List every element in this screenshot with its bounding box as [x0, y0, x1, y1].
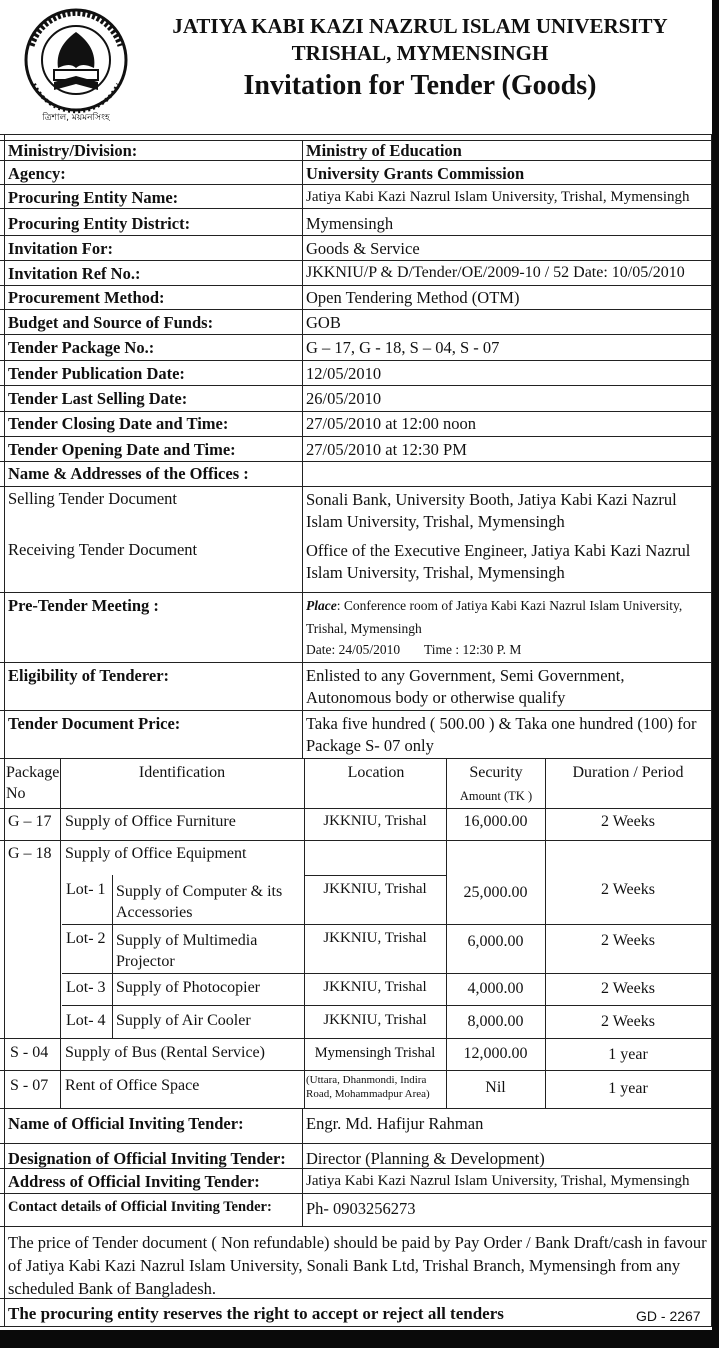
publication-date-label: Tender Publication Date:: [8, 364, 185, 383]
doc-price-value: Taka five hundred ( 500.00 ) & Taka one hundred (100) for Package S- 07 only: [306, 714, 697, 755]
method-value: Open Tendering Method (OTM): [306, 288, 520, 307]
publication-date-value: 12/05/2010: [306, 364, 382, 383]
payment-note: The price of Tender document ( Non refundable) should be paid by Pay Order / Bank Draft/cash in favour of Jatiya Kabi Kazi Nazrul Islam University, Sonali Bank Ltd, Trishal Branch, Mymensingh from any scheduled Bank of Bangladesh.: [8, 1233, 707, 1298]
col-package-header: Package No: [6, 764, 60, 802]
ref-no-label: Invitation Ref No.:: [8, 264, 141, 283]
eligibility-value: Enlisted to any Government, Semi Government, Autonomous body or otherwise qualify: [306, 666, 625, 707]
official-name-value: Engr. Md. Hafijur Rahman: [306, 1114, 484, 1133]
contact-value: Ph- 0903256273: [306, 1199, 416, 1218]
place-label: Place: [306, 598, 337, 613]
lot2-amount: 6,000.00: [467, 933, 524, 950]
contact-label: Contact details of Official Inviting Tender:: [8, 1199, 272, 1215]
budget-label: Budget and Source of Funds:: [8, 313, 214, 332]
logo-caption: ত্রিশাল, ময়মনসিংহ: [42, 113, 110, 123]
divider: [0, 360, 712, 361]
last-selling-label: Tender Last Selling Date:: [8, 389, 188, 408]
divider: [0, 411, 712, 412]
entity-name-label: Procuring Entity Name:: [8, 188, 179, 207]
receiving-doc-label: Receiving Tender Document: [8, 540, 198, 559]
university-logo-icon: [22, 6, 130, 124]
divider: [60, 758, 61, 1108]
lot3-duration: 2 Weeks: [601, 980, 655, 997]
divider: [0, 208, 712, 209]
entity-district-label: Procuring Entity District:: [8, 214, 191, 233]
divider: [0, 1226, 712, 1227]
divider: [0, 260, 712, 261]
divider: [0, 461, 712, 462]
agency-value: University Grants Commission: [306, 164, 525, 183]
divider: [0, 808, 712, 809]
divider: [0, 1038, 712, 1039]
agency-label: Agency:: [8, 164, 66, 183]
pretender-place: [306, 594, 708, 640]
s04-package: S - 04: [10, 1044, 49, 1061]
divider: [0, 334, 712, 335]
address-value: Jatiya Kabi Kazi Nazrul Islam University, Trishal, Mymensingh: [306, 1173, 690, 1189]
divider: [0, 1193, 712, 1194]
scan-edge: [712, 0, 719, 1348]
col-security-unit: Amount (TK ): [459, 789, 533, 803]
divider: [0, 1326, 712, 1327]
divider: [62, 973, 712, 974]
divider: [0, 1108, 712, 1109]
selling-doc-label: Selling Tender Document: [8, 489, 178, 508]
s04-duration: 1 year: [608, 1046, 648, 1063]
entity-district-value: Mymensingh: [306, 214, 394, 233]
divider: [0, 592, 712, 593]
g18-identification: Supply of Office Equipment: [65, 845, 247, 862]
selling-doc-value: Sonali Bank, University Booth, Jatiya Kabi Kazi Nazrul Islam University, Trishal, Mymensingh: [306, 490, 677, 531]
address-label: Address of Official Inviting Tender:: [8, 1172, 260, 1191]
g17-location: JKKNIU, Trishal: [323, 813, 427, 829]
g17-duration: 2 Weeks: [601, 813, 655, 830]
divider: [0, 1143, 712, 1144]
opening-value: 27/05/2010 at 12:30 PM: [306, 440, 467, 459]
university-location: TRISHAL, MYMENSINGH: [291, 41, 549, 65]
s07-package: S - 07: [10, 1077, 49, 1094]
lot2-label: Lot- 2: [66, 930, 106, 947]
lot3-label: Lot- 3: [66, 979, 106, 996]
divider: [0, 710, 712, 711]
pretender-date: Date: 24/05/2010: [306, 642, 401, 657]
g17-amount: 16,000.00: [463, 813, 528, 830]
opening-label: Tender Opening Date and Time:: [8, 440, 236, 459]
package-no-value: G – 17, G - 18, S – 04, S - 07: [306, 338, 500, 357]
divider: [302, 1108, 303, 1226]
divider: [0, 134, 712, 135]
official-name-label: Name of Official Inviting Tender:: [8, 1114, 244, 1133]
lot3-location: JKKNIU, Trishal: [323, 979, 427, 995]
divider: [302, 140, 303, 486]
ref-no-value: JKKNIU/P & D/Tender/OE/2009-10 / 52 Date: 10/05/2010: [306, 264, 685, 281]
entity-name-value: Jatiya Kabi Kazi Nazrul Islam University, Trishal, Mymensingh: [306, 189, 690, 205]
divider: [0, 235, 712, 236]
divider: [4, 134, 5, 1326]
divider: [0, 758, 712, 759]
divider: [0, 184, 712, 185]
divider: [302, 486, 303, 758]
lot1-amount: 25,000.00: [463, 884, 528, 901]
s07-location: (Uttara, Dhanmondi, Indira Road, Mohammadpur Area): [306, 1074, 430, 1100]
lot1-identification: Supply of Computer & its Accessories: [116, 883, 283, 921]
designation-label: Designation of Official Inviting Tender:: [8, 1149, 286, 1168]
s04-location: Mymensingh Trishal: [314, 1045, 436, 1061]
lot4-identification: Supply of Air Cooler: [116, 1012, 251, 1029]
divider: [0, 285, 712, 286]
notice-title: Invitation for Tender (Goods): [243, 70, 597, 101]
ministry-label: Ministry/Division:: [8, 141, 138, 160]
lot4-location: JKKNIU, Trishal: [323, 1012, 427, 1028]
package-no-label: Tender Package No.:: [8, 338, 155, 357]
s07-identification: Rent of Office Space: [65, 1077, 200, 1094]
lot3-amount: 4,000.00: [467, 980, 524, 997]
divider: [0, 385, 712, 386]
lot2-identification: Supply of Multimedia Projector: [116, 932, 258, 970]
method-label: Procurement Method:: [8, 288, 165, 307]
divider: [0, 662, 712, 663]
s07-duration: 1 year: [608, 1080, 648, 1097]
closing-value: 27/05/2010 at 12:00 noon: [306, 414, 477, 433]
col-security-header: Security: [469, 764, 523, 781]
lot2-duration: 2 Weeks: [601, 932, 655, 949]
s04-amount: 12,000.00: [463, 1045, 528, 1062]
lot2-location: JKKNIU, Trishal: [323, 930, 427, 946]
g18-package: G – 18: [8, 845, 52, 862]
pretender-time: Time : 12:30 P. M: [424, 642, 522, 657]
pretender-label: Pre-Tender Meeting :: [8, 596, 159, 615]
divider: [0, 309, 712, 310]
lot1-duration: 2 Weeks: [601, 881, 655, 898]
doc-price-label: Tender Document Price:: [8, 714, 181, 733]
col-identification-header: Identification: [138, 764, 226, 781]
s04-identification: Supply of Bus (Rental Service): [65, 1044, 265, 1061]
lot4-label: Lot- 4: [66, 1012, 106, 1029]
g17-identification: Supply of Office Furniture: [65, 813, 236, 830]
divider: [0, 1070, 712, 1071]
notice-header: [0, 0, 712, 135]
university-name: JATIYA KABI KAZI NAZRUL ISLAM UNIVERSITY: [172, 14, 668, 38]
place-value: : Conference room of Jatiya Kabi Kazi Nazrul Islam University, Trishal, Mymensingh: [306, 598, 683, 636]
divider: [62, 1005, 712, 1006]
designation-value: Director (Planning & Development): [306, 1149, 545, 1168]
lot1-label: Lot- 1: [66, 881, 106, 898]
invitation-for-label: Invitation For:: [8, 239, 113, 258]
budget-value: GOB: [306, 313, 341, 332]
offices-heading: Name & Addresses of the Offices :: [8, 464, 249, 483]
divider: [112, 875, 113, 1038]
gd-code: GD - 2267: [636, 1308, 701, 1324]
ministry-value: Ministry of Education: [306, 141, 462, 160]
divider: [0, 840, 712, 841]
last-selling-value: 26/05/2010: [306, 389, 382, 408]
col-location-header: Location: [347, 764, 405, 781]
lot4-amount: 8,000.00: [467, 1013, 524, 1030]
lot1-location: JKKNIU, Trishal: [323, 881, 427, 897]
lot3-identification: Supply of Photocopier: [116, 979, 260, 996]
divider: [304, 875, 446, 876]
col-duration-header: Duration / Period: [572, 764, 684, 781]
eligibility-label: Eligibility of Tenderer:: [8, 666, 170, 685]
scan-bottom-edge: [0, 1330, 719, 1348]
divider: [0, 486, 712, 487]
reserve-statement: The procuring entity reserves the right to accept or reject all tenders: [8, 1304, 504, 1323]
divider: [0, 436, 712, 437]
divider: [62, 924, 712, 925]
g17-package: G – 17: [8, 813, 52, 830]
lot4-duration: 2 Weeks: [601, 1013, 655, 1030]
invitation-for-value: Goods & Service: [306, 239, 420, 258]
receiving-doc-value: Office of the Executive Engineer, Jatiya Kabi Kazi Nazrul Islam University, Trishal, Mymensingh: [306, 541, 691, 582]
closing-label: Tender Closing Date and Time:: [8, 414, 229, 433]
s07-amount: Nil: [485, 1079, 506, 1096]
